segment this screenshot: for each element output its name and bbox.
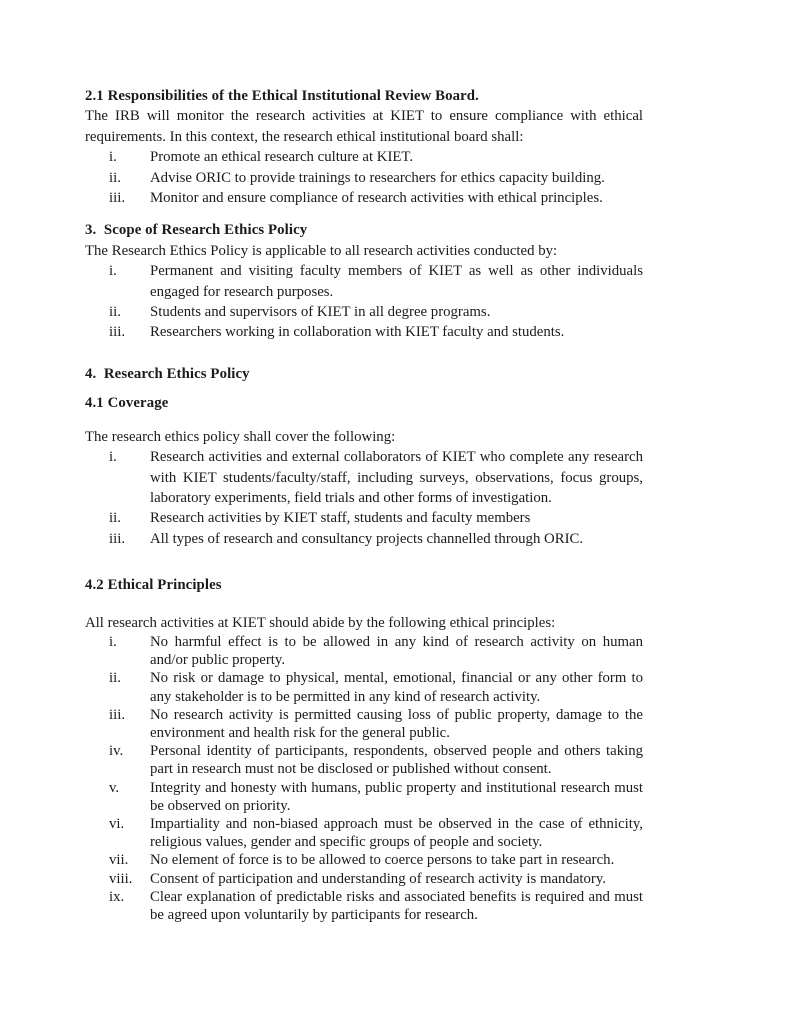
list-item [85,302,643,322]
section-research-ethics-policy [85,364,643,384]
list-item-text: No risk or damage to physical, mental, emotional, financial or any other form to any stakeholder is to be permitted in any kind of research activity. [150,670,643,705]
section-scope [85,220,643,342]
list-item [85,508,643,528]
list-item-text: Personal identity of participants, respondents, observed people and others taking part in research must not be disclosed or published without consent. [150,743,643,778]
section-paragraph-ethical-principles: All research activities at KIET should abide by the following ethical principles: [85,614,556,631]
list-item [85,168,643,188]
list-item-text: Consent of participation and understanding of research activity is mandatory. [150,870,606,887]
list-marker: ii. [109,670,121,687]
list-item [85,529,643,549]
list-marker: i. [109,449,117,466]
roman-list-ethical-principles [85,633,643,924]
section-heading-scope: 3. Scope of Research Ethics Policy [85,222,308,239]
list-item [85,851,643,869]
list-item-text: Researchers working in collaboration with KIET faculty and students. [150,324,565,341]
list-marker: v. [109,779,120,796]
list-item-text: No element of force is to be allowed to coerce persons to take part in research. [150,852,615,869]
list-marker: ix. [109,888,125,905]
list-item [85,669,643,705]
list-marker: ii. [109,169,121,186]
list-item [85,322,643,342]
list-marker: viii. [109,870,133,887]
list-item-text: Clear explanation of predictable risks and associated benefits is required and must be agreed upon voluntarily by participants for research. [150,888,643,923]
list-marker: i. [109,149,117,166]
section-responsibilities [85,86,643,208]
list-item-text: Impartiality and non-biased approach must be observed in the case of ethnicity, religious values, gender and specific groups of people and society. [150,815,643,851]
list-item [85,633,643,669]
list-item-text: Integrity and honesty with humans, public property and institutional research must be observed on priority. [150,779,643,814]
list-marker: i. [109,263,117,280]
list-item-text: Research activities by KIET staff, students and faculty members [150,510,531,527]
list-item [85,870,643,888]
list-item [85,261,643,302]
list-marker: iii. [109,706,126,723]
section-paragraph-responsibilities: The IRB will monitor the research activities at KIET to ensure compliance with ethical requirements. In this context, the research ethical institutional board shall: [85,108,643,145]
section-heading-responsibilities: 2.1 Responsibilities of the Ethical Institutional Review Board. [85,88,479,104]
list-item-text: Monitor and ensure compliance of research activities with ethical principles. [150,190,603,207]
list-marker: vii. [109,852,129,869]
list-marker: i. [109,633,117,650]
list-marker: iii. [109,324,126,341]
list-item-text: All types of research and consultancy projects channelled through ORIC. [150,530,584,547]
roman-list-responsibilities [85,147,643,208]
list-item-text: Promote an ethical research culture at KIET. [150,149,414,166]
section-heading-coverage: 4.1 Coverage [85,395,169,412]
section-coverage [85,393,643,549]
document-content [85,86,643,924]
list-item [85,706,643,742]
list-marker: iii. [109,190,126,207]
list-item-text: Students and supervisors of KIET in all degree programs. [150,304,491,321]
section-paragraph-coverage: The research ethics policy shall cover the following: [85,428,396,445]
list-marker: ii. [109,510,121,527]
list-item [85,188,643,208]
list-item-text: No harmful effect is to be allowed in any kind of research activity on human and/or public property. [150,633,643,669]
section-paragraph-scope: The Research Ethics Policy is applicable to all research activities conducted by: [85,242,558,259]
section-ethical-principles [85,575,643,924]
section-heading-ethical-principles: 4.2 Ethical Principles [85,577,222,594]
list-item [85,147,643,167]
list-item [85,888,643,924]
list-marker: iii. [109,530,126,547]
list-item [85,742,643,778]
list-item [85,815,643,851]
list-item-text: Advise ORIC to provide trainings to researchers for ethics capacity building. [150,169,605,186]
list-item-text: Research activities and external collaborators of KIET who complete any research with KIET students/faculty/staff, including surveys, observations, focus groups, laboratory experiments, field trials and other forms of investigation. [150,449,643,506]
list-item-text: No research activity is permitted causing loss of public property, damage to the environment and health risk for the general public. [150,706,643,741]
list-marker: ii. [109,304,121,321]
list-item [85,447,643,508]
list-item [85,779,643,815]
list-item-text: Permanent and visiting faculty members of KIET as well as other individuals engaged for research purposes. [150,263,643,300]
roman-list-coverage [85,447,643,549]
list-marker: vi. [109,815,125,832]
list-marker: iv. [109,743,124,760]
roman-list-scope [85,261,643,343]
section-heading-research-ethics-policy: 4. Research Ethics Policy [85,365,250,382]
